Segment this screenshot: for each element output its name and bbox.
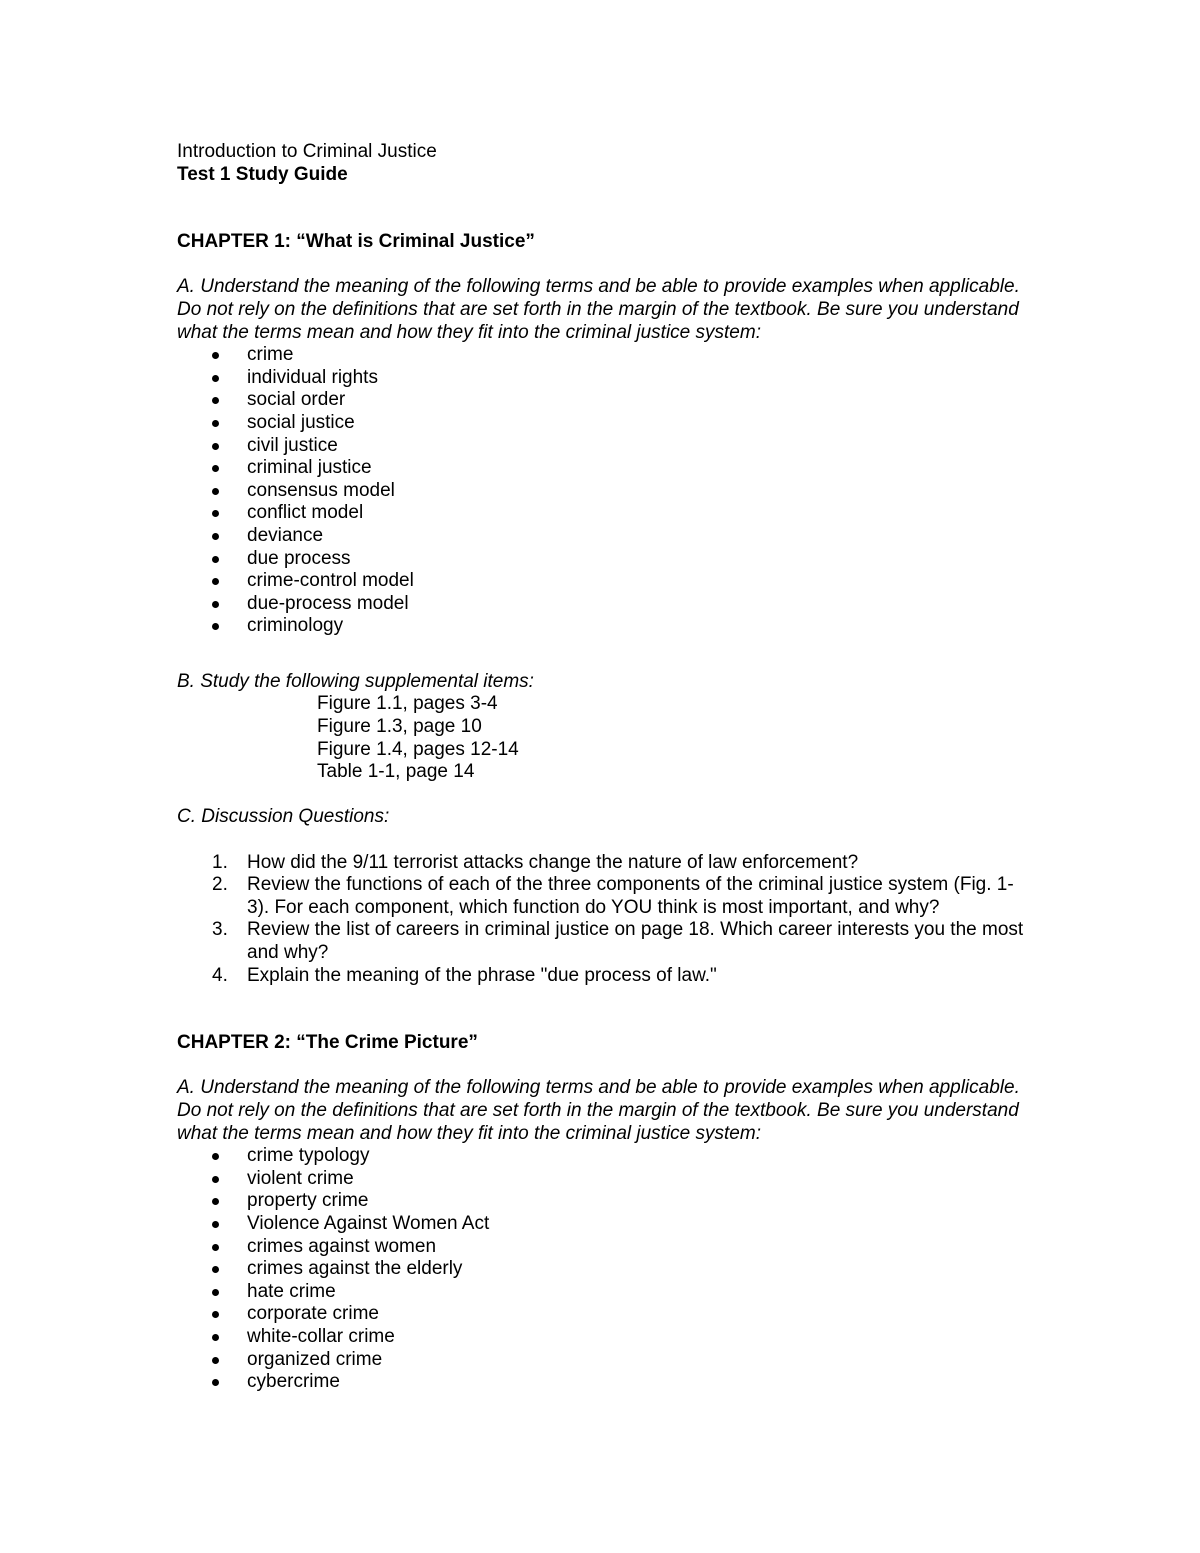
supplemental-item: Table 1-1, page 14 <box>317 761 475 783</box>
list-item: individual rights <box>177 367 1037 390</box>
list-item: criminology <box>177 615 1037 638</box>
question-item <box>177 965 1037 988</box>
list-item: cybercrime <box>177 1371 1037 1394</box>
chapter1-questions-list <box>177 852 1037 988</box>
list-item: crimes against women <box>177 1236 1037 1259</box>
chapter1-section-c-heading: C. Discussion Questions: <box>177 806 390 828</box>
list-item: organized crime <box>177 1349 1037 1372</box>
question-number: 2. <box>212 874 228 896</box>
list-item: crimes against the elderly <box>177 1258 1037 1281</box>
supplemental-item: Figure 1.4, pages 12-14 <box>317 738 519 760</box>
guide-title: Test 1 Study Guide <box>177 163 348 185</box>
list-item: crime typology <box>177 1145 1037 1168</box>
list-item: crime-control model <box>177 570 1037 593</box>
list-item: white-collar crime <box>177 1326 1037 1349</box>
chapter2-terms-list <box>177 1145 1037 1394</box>
supplemental-item: Figure 1.3, page 10 <box>317 716 482 738</box>
question-text: Review the functions of each of the three components of the criminal justice system (Fig. 1-3). For each component, which function do YOU think is most important, and why? <box>247 874 1014 918</box>
question-number: 3. <box>212 919 228 941</box>
list-item: violent crime <box>177 1168 1037 1191</box>
list-item: conflict model <box>177 502 1037 525</box>
question-item <box>177 852 1037 875</box>
question-number: 1. <box>212 851 228 873</box>
chapter1-terms-list <box>177 344 1037 638</box>
list-item: Violence Against Women Act <box>177 1213 1037 1236</box>
chapter2-section-a-instructions: A. Understand the meaning of the following terms and be able to provide examples when applicable. Do not rely on the definitions that are set forth in the margin of the textbook. Be sure you understand what the terms mean and how they fit into the criminal justice system: <box>177 1077 1020 1144</box>
question-number: 4. <box>212 964 228 986</box>
list-item: social justice <box>177 412 1037 435</box>
question-item <box>177 874 1037 919</box>
list-item: crime <box>177 344 1037 367</box>
list-item: deviance <box>177 525 1037 548</box>
list-item: property crime <box>177 1190 1037 1213</box>
chapter1-section-b-heading: B. Study the following supplemental items: <box>177 670 534 692</box>
supplemental-item: Figure 1.1, pages 3-4 <box>317 693 498 715</box>
chapter1-heading: CHAPTER 1: “What is Criminal Justice” <box>177 231 535 253</box>
chapter1-section-a-instructions: A. Understand the meaning of the following terms and be able to provide examples when applicable. Do not rely on the definitions that are set forth in the margin of the textbook. Be sure you understand what the terms mean and how they fit into the criminal justice system: <box>177 276 1020 343</box>
list-item: hate crime <box>177 1281 1037 1304</box>
list-item: social order <box>177 389 1037 412</box>
list-item: corporate crime <box>177 1303 1037 1326</box>
question-text: Explain the meaning of the phrase "due process of law." <box>247 964 717 986</box>
list-item: due-process model <box>177 593 1037 616</box>
list-item: due process <box>177 548 1037 571</box>
list-item: consensus model <box>177 480 1037 503</box>
list-item: criminal justice <box>177 457 1037 480</box>
question-text: Review the list of careers in criminal justice on page 18. Which career interests you the most and why? <box>247 919 1024 963</box>
question-text: How did the 9/11 terrorist attacks change the nature of law enforcement? <box>247 851 859 873</box>
document-page <box>177 141 1037 1394</box>
question-item <box>177 919 1037 964</box>
list-item: civil justice <box>177 435 1037 458</box>
course-title: Introduction to Criminal Justice <box>177 141 437 162</box>
chapter2-heading: CHAPTER 2: “The Crime Picture” <box>177 1032 478 1054</box>
